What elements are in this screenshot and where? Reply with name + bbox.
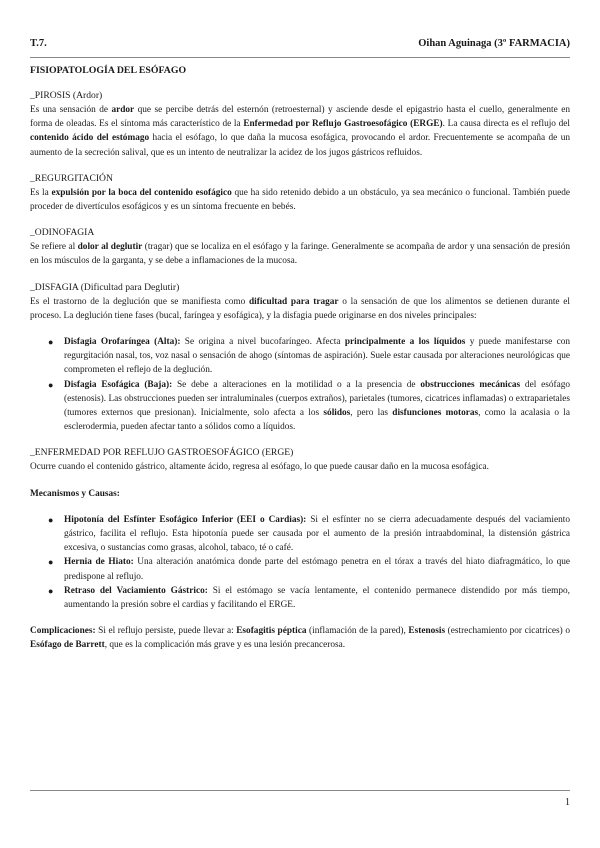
section-heading-pirosis: _PIROSIS (Ardor) — [30, 90, 103, 101]
disfagia-list — [30, 335, 570, 434]
list-item: ● Disfagia Esofágica (Baja): Se debe a alteraciones en la motilidad o a la presencia de obstrucciones mecánicas del esófago (estenosis). Las obstrucciones pueden ser intraluminales (cuerpos extraños), parietales (tumores, cicatrices inflamadas) o extraparietales (tumores externos que presionan). Inicialmente, solo afecta a los sólidos, pero las disfunciones motoras, como la acalasia o la esclerodermia, pueden afectar tanto a sólidos como a líquidos. — [48, 379, 570, 433]
paragraph-pirosis: Es una sensación de ardor que se percibe detrás del esternón (retroesternal) y asciende desde el epigastrio hasta el cuello, generalmente en forma de oleadas. Es el síntoma más característico de la Enfermedad por Reflujo Gastroesofágico (ERGE). La causa directa es el reflujo del contenido ácido del estómago hacia el esófago, lo que daña la mucosa esofágica, provocando el ardor. Frecuentemente se acompaña de un aumento de la secreción salival, que es un intento de neutralizar la acidez de los jugos gástricos refluidos. — [30, 105, 570, 158]
page-number: 1 — [565, 797, 570, 808]
header-divider — [30, 57, 570, 58]
paragraph-disfagia: Es el trastorno de la deglución que se manifiesta como dificultad para tragar o la sensación de que los alimentos se detienen durante el proceso. La deglución tiene fases (bucal, faríngea y esofágica), y la disfagia puede originarse en dos niveles principales: — [30, 296, 570, 321]
author-label: Oihan Aguinaga (3º FARMACIA) — [418, 38, 570, 49]
erge-mechanisms-list — [30, 513, 570, 612]
page-header — [30, 38, 570, 52]
bullet-icon: ● — [48, 557, 54, 568]
paragraph-odinofagia: Se refiere al dolor al deglutir (tragar) que se localiza en el esófago y la faringe. Generalmente se acompaña de ardor y una sensación de presión en los músculos de la garganta, y se debe a inflamaciones de la mucosa. — [30, 242, 570, 267]
section-heading-regurgitacion: _REGURGITACIÓN — [30, 172, 113, 184]
chapter-label: T.7. — [30, 38, 47, 49]
paragraph-complicaciones: Complicaciones: Si el reflujo persiste, puede llevar a: Esofagitis péptica (inflamación de la pared), Estenosis (estrechamiento por cicatrices) o Esófago de Barrett, que es la complicación más grave y es una lesión precancerosa. — [30, 626, 570, 651]
bullet-icon: ● — [48, 337, 54, 348]
section-heading-odinofagia: _ODINOFAGIA — [30, 227, 95, 239]
list-item: ● Retraso del Vaciamiento Gástrico: Si el estómago se vacía lentamente, el contenido permanece distendido por más tiempo, aumentando la presión sobre el cardias y facilitando el ERGE. — [48, 585, 570, 611]
bullet-icon: ● — [48, 585, 54, 596]
list-item: ● Hernia de Hiato: Una alteración anatómica donde parte del estómago penetra en el tórax a través del hiato diafragmático, lo que predispone al reflujo. — [48, 557, 570, 582]
document-body — [30, 64, 570, 653]
subheading-mecanismos: Mecanismos y Causas: — [30, 488, 120, 499]
paragraph-erge-intro: Ocurre cuando el contenido gástrico, altamente ácido, regresa al esófago, lo que puede causar daño en la mucosa esofágica. — [30, 462, 489, 473]
section-heading-disfagia: _DISFAGIA (Dificultad para Deglutir) — [30, 281, 180, 293]
document-page — [30, 0, 570, 848]
footer-divider — [30, 790, 570, 791]
paragraph-regurgitacion: Es la expulsión por la boca del contenido esofágico que ha sido retenido debido a un obstáculo, ya sea mecánico o funcional. También puede proceder de divertículos esofágicos y es un síntoma frecuente en bebés. — [30, 187, 571, 213]
page-title: FISIOPATOLOGÍA DEL ESÓFAGO — [30, 65, 187, 76]
list-item: ● Hipotonía del Esfínter Esofágico Inferior (EEI o Cardias): Si el esfínter no se cierra adecuadamente después del vaciamiento gástrico, facilita el reflujo. Esta hipotonía puede ser causada por el aumento de la presión intraabdominal, la distensión gástrica excesiva, o sustancias como grasas, alcohol, tabaco, té o café. — [48, 514, 570, 554]
list-item: ● Disfagia Orofaríngea (Alta): Se origina a nivel bucofaríngeo. Afecta principalmente a los líquidos y puede manifestarse con regurgitación nasal, tos, voz nasal o sensación de ahogo (síntomas de aspiración). Suele estar causada por alteraciones neurológicas que comprometen el reflejo de la deglución. — [48, 337, 570, 376]
bullet-icon: ● — [48, 379, 54, 390]
section-heading-erge: _ENFERMEDAD POR REFLUJO GASTROESOFÁGICO (ERGE) — [30, 447, 294, 459]
bullet-icon: ● — [48, 514, 54, 525]
